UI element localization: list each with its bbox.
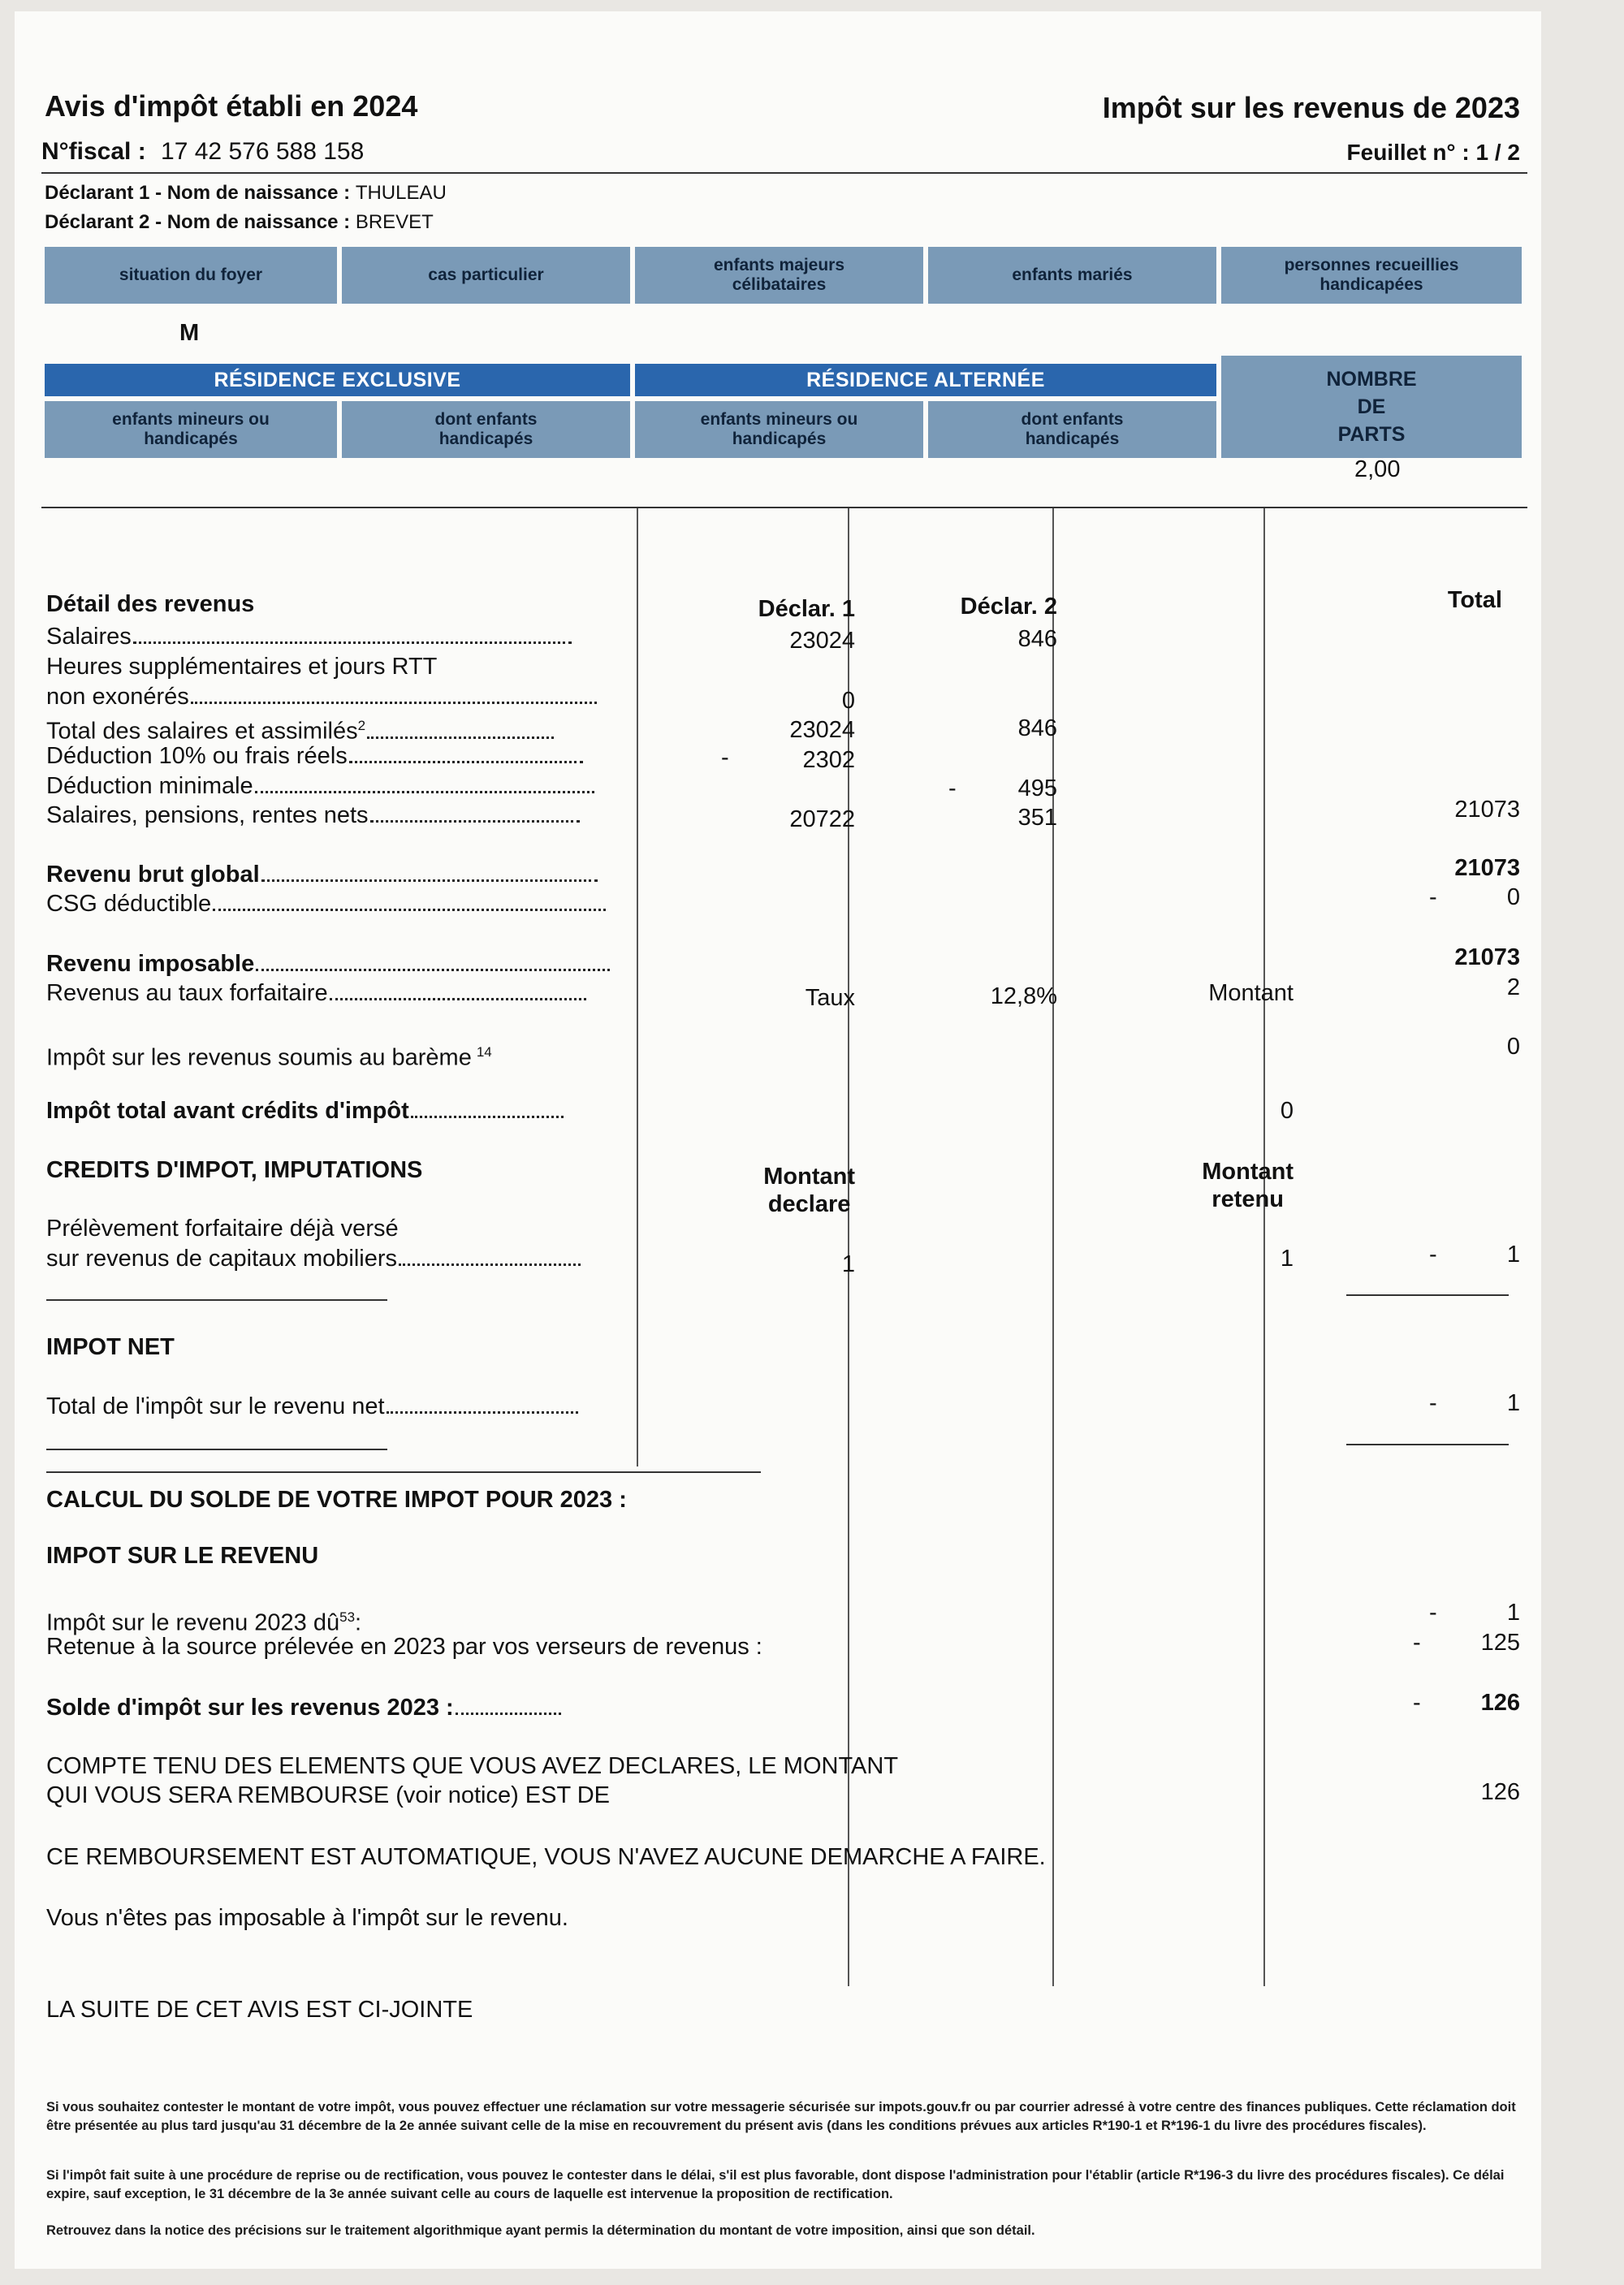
impot-net-total: 1 <box>1506 1390 1520 1416</box>
rule-credits-total <box>1346 1294 1509 1296</box>
row-salaires-nets <box>46 801 580 829</box>
revenu-imposable-total: 21073 <box>1454 944 1520 970</box>
footnote-ref: 53 <box>339 1609 356 1625</box>
row-suite-avis: LA SUITE DE CET AVIS EST CI-JOINTE <box>46 1997 473 2023</box>
leader-dots <box>255 791 594 793</box>
montant-retenu-header <box>1202 1158 1294 1213</box>
taux-forfaitaire-label: Revenus au taux forfaitaire <box>46 980 328 1006</box>
row-taux-forfaitaire <box>46 979 586 1007</box>
leader-dots <box>330 998 586 1000</box>
taux-value: 12,8% <box>990 983 1057 1009</box>
deduction-min-d2: 495 <box>1017 775 1057 801</box>
pf-label: sur revenus de capitaux mobiliers <box>46 1246 397 1272</box>
pf-retenu: 1 <box>1280 1246 1294 1272</box>
deduction-min-label: Déduction minimale <box>46 773 253 799</box>
salaires-d1: 23024 <box>789 628 855 654</box>
notice-title: Avis d'impôt établi en 2024 <box>45 89 418 123</box>
row-compte-tenu-1: COMPTE TENU DES ELEMENTS QUE VOUS AVEZ DECLARES, LE MONTANT <box>46 1753 899 1779</box>
declarant-2 <box>45 211 434 234</box>
minus-sign: - <box>1429 1390 1437 1416</box>
row-pf-line2 <box>46 1245 581 1272</box>
total-salaires-d1: 23024 <box>789 717 855 743</box>
row-revenu-brut <box>46 861 598 888</box>
declarant-2-label: Déclarant 2 - Nom de naissance : <box>45 211 351 233</box>
header-personnes-recueillies: personnes recueillies handicapées <box>1221 247 1522 304</box>
footnote-ref: 2 <box>357 718 366 733</box>
taux-forfaitaire-total: 2 <box>1506 974 1520 1000</box>
sheet-number <box>1347 140 1520 166</box>
minus-sign: - <box>1429 1600 1437 1626</box>
col-header-declar2: Déclar. 2 <box>960 594 1057 620</box>
fiscal-number <box>41 138 364 166</box>
salaires-nets-d2: 351 <box>1017 805 1057 831</box>
header-cas-particulier: cas particulier <box>342 247 630 304</box>
footer-notice: Retrouvez dans la notice des précisions sur le traitement algorithmique ayant permis la détermination du montant de votre imposition, ainsi que son détail. <box>46 2223 1035 2238</box>
revenu-brut-total: 21073 <box>1454 855 1520 881</box>
impot-total-value: 0 <box>1280 1098 1294 1124</box>
income-year-title: Impôt sur les revenus de 2023 <box>1102 91 1520 124</box>
header-enfants-majeurs: enfants majeurs célibataires <box>635 247 923 304</box>
retenue-value: 125 <box>1480 1630 1520 1656</box>
row-heures-line2 <box>46 683 597 711</box>
header-rule <box>41 172 1527 174</box>
impot-du-value: 1 <box>1506 1600 1520 1626</box>
leader-dots <box>213 909 606 911</box>
row-remboursement-auto: CE REMBOURSEMENT EST AUTOMATIQUE, VOUS N'AVEZ AUCUNE DEMARCHE A FAIRE. <box>46 1844 1046 1870</box>
section-credits: CREDITS D'IMPOT, IMPUTATIONS <box>46 1157 423 1183</box>
minus-sign: - <box>721 745 729 771</box>
row-heures-line1: Heures supplémentaires et jours RTT <box>46 654 438 680</box>
deduction-10-d1: 2302 <box>802 747 855 773</box>
csg-total: 0 <box>1506 884 1520 910</box>
col-header-total: Total <box>1447 587 1502 613</box>
col-header-declar1: Déclar. 1 <box>758 596 855 622</box>
leader-dots <box>367 736 554 739</box>
solde-value: 126 <box>1480 1690 1520 1716</box>
header-situation-foyer: situation du foyer <box>45 247 337 304</box>
tax-notice-page <box>15 11 1541 2269</box>
parts-label-2: DE <box>1357 395 1386 418</box>
leader-dots <box>456 1713 561 1715</box>
row-impot-bareme <box>46 1039 492 1072</box>
total-salaires-d2: 846 <box>1017 715 1057 741</box>
salaires-nets-d1: 20722 <box>789 806 855 832</box>
leader-dots <box>411 1116 564 1118</box>
impot-net-label: Total de l'impôt sur le revenu net <box>46 1393 385 1419</box>
pf-total: 1 <box>1506 1242 1520 1268</box>
row-solde-impot <box>46 1694 561 1721</box>
row-pf-line1: Prélèvement forfaitaire déjà versé <box>46 1216 399 1242</box>
section-impot-net: IMPOT NET <box>46 1334 175 1360</box>
footnote-ref: 14 <box>476 1044 492 1060</box>
leader-dots <box>399 1263 581 1266</box>
section-calcul-solde: CALCUL DU SOLDE DE VOTRE IMPOT POUR 2023 : <box>46 1487 627 1513</box>
band-residence-alternee: RÉSIDENCE ALTERNÉE <box>635 364 1216 396</box>
sub-enfants-mineurs-exclusive: enfants mineurs ou handicapés <box>45 401 337 458</box>
header-enfants-maries: enfants mariés <box>928 247 1216 304</box>
nombre-de-parts-header <box>1221 356 1522 458</box>
montant-declare-line1: Montant <box>763 1164 855 1190</box>
montant-retenu-line1: Montant <box>1202 1159 1294 1185</box>
rule-solde-top <box>46 1471 761 1473</box>
section-impot-revenu: IMPOT SUR LE REVENU <box>46 1543 319 1569</box>
csg-label: CSG déductible <box>46 891 212 917</box>
heures-d1: 0 <box>841 688 855 714</box>
sub-enfants-mineurs-alternee: enfants mineurs ou handicapés <box>635 401 923 458</box>
taux-label: Taux <box>805 985 855 1011</box>
bleed-through-text <box>615 101 622 128</box>
salaires-label: Salaires <box>46 624 132 650</box>
montant-declare-header <box>763 1163 855 1218</box>
leader-dots <box>261 879 598 882</box>
parts-label-1: NOMBRE <box>1326 368 1417 391</box>
rule-net-total <box>1346 1444 1509 1445</box>
situation-value: M <box>179 320 200 346</box>
sheet-label: Feuillet n° : <box>1346 140 1470 165</box>
row-total-salaires <box>46 712 554 745</box>
heures-label: non exonérés <box>46 684 189 710</box>
col-rule-4 <box>1263 508 1265 1986</box>
salaires-d2: 846 <box>1017 626 1057 652</box>
row-impot-total <box>46 1097 564 1125</box>
leader-dots <box>256 969 610 971</box>
declarant-1-label: Déclarant 1 - Nom de naissance : <box>45 182 351 204</box>
leader-dots <box>191 702 597 704</box>
rule-net-left <box>46 1449 387 1450</box>
leader-dots <box>133 641 572 644</box>
row-csg <box>46 890 606 918</box>
declarant-2-name: BREVET <box>355 211 434 233</box>
parts-label-3: PARTS <box>1337 423 1406 446</box>
revenu-imposable-label: Revenu imposable <box>46 951 255 977</box>
row-salaires <box>46 623 572 650</box>
rule-credits-left <box>46 1299 387 1301</box>
sub-dont-handicapes-alternee: dont enfants handicapés <box>928 401 1216 458</box>
declarant-1 <box>45 182 447 205</box>
solde-label: Solde d'impôt sur les revenus 2023 : <box>46 1695 454 1721</box>
leader-dots <box>370 820 580 823</box>
montant-declare-line2: declare <box>767 1191 851 1217</box>
footer-rectification: Si l'impôt fait suite à une procédure de reprise ou de rectification, vous pouvez le contester dans le délai, s'il est plus favorable, dont dispose l'administration pour l'établir (article R*196-3 du livre des procédures fiscales). Ce délai expire, sauf exception, le 31 décembre de la 3e année suivant celle au cours de laquelle est intervenue la proposition de rectification. <box>46 2168 1505 2201</box>
fiscal-value: 17 42 576 588 158 <box>161 138 365 165</box>
sub-dont-handicapes-exclusive: dont enfants handicapés <box>342 401 630 458</box>
row-retenue-source: Retenue à la source prélevée en 2023 par vos verseurs de revenus : <box>46 1634 762 1660</box>
deduction-10-label: Déduction 10% ou frais réels <box>46 743 348 769</box>
montant-retenu-line2: retenu <box>1212 1186 1284 1212</box>
col-rule-1 <box>637 508 638 1466</box>
minus-sign: - <box>1429 1242 1437 1268</box>
total-salaires-label: Total des salaires et assimilés <box>46 718 358 745</box>
minus-sign: - <box>1413 1630 1421 1656</box>
minus-sign: - <box>948 775 957 801</box>
sheet-value: 1 / 2 <box>1475 140 1520 165</box>
row-revenu-imposable <box>46 950 610 978</box>
fiscal-label: N°fiscal : <box>41 138 146 165</box>
row-deduction-10 <box>46 742 583 770</box>
pf-declare: 1 <box>841 1251 855 1277</box>
impot-bareme-label: Impôt sur les revenus soumis au barème <box>46 1044 472 1071</box>
leader-dots <box>349 761 583 763</box>
impot-total-label: Impôt total avant crédits d'impôt <box>46 1098 409 1124</box>
row-impot-du: Impôt sur le revenu 2023 $dû^{53}$: <box>46 1609 362 1636</box>
table-top-rule <box>41 507 1527 508</box>
row-compte-tenu-2: QUI VOUS SERA REMBOURSE (voir notice) EST DE <box>46 1782 611 1808</box>
declarant-1-name: THULEAU <box>355 182 447 204</box>
minus-sign: - <box>1413 1690 1421 1716</box>
row-impot-net <box>46 1393 578 1420</box>
rembourse-value: 126 <box>1480 1779 1520 1805</box>
parts-value: 2,00 <box>1354 456 1401 482</box>
montant-label: Montant <box>1208 980 1294 1006</box>
leader-dots <box>387 1411 578 1414</box>
minus-sign: - <box>1429 884 1437 910</box>
row-non-imposable: Vous n'êtes pas imposable à l'impôt sur le revenu. <box>46 1905 568 1931</box>
revenu-brut-label: Revenu brut global <box>46 862 260 888</box>
impot-du-label: Impôt sur le revenu 2023 dû <box>46 1609 340 1636</box>
impot-bareme-total: 0 <box>1506 1034 1520 1060</box>
salaires-nets-total: 21073 <box>1454 797 1520 823</box>
section-detail-revenus: Détail des revenus <box>46 591 255 617</box>
salaires-nets-label: Salaires, pensions, rentes nets <box>46 802 369 828</box>
band-residence-exclusive: RÉSIDENCE EXCLUSIVE <box>45 364 630 396</box>
row-deduction-min <box>46 772 594 800</box>
footer-reclamation: Si vous souhaitez contester le montant de votre impôt, vous pouvez effectuer une réclamation sur votre messagerie sécurisée sur impots.gouv.fr ou par courrier adressé à votre centre des finances publiques. Cette réclamation doit être présentée au plus tard jusqu'au 31 décembre de la 2e année suivant celle de la mise en recouvrement du présent avis (dans les conditions prévues aux articles R*190-1 et R*196-1 du livre des procédures fiscales). <box>46 2100 1516 2133</box>
